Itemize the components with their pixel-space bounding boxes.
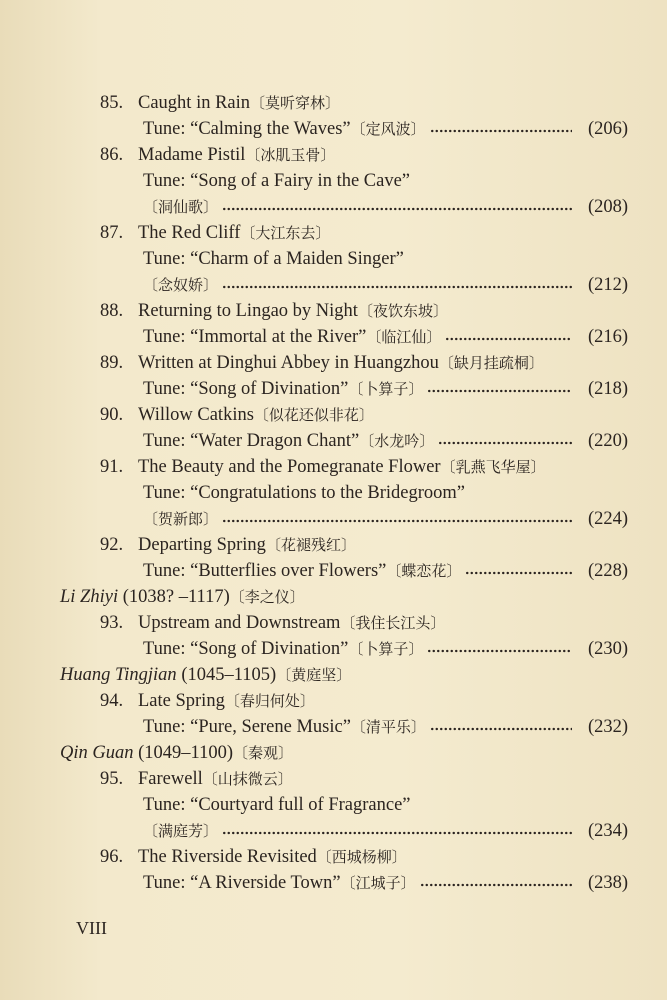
entry-number: 85.: [100, 93, 124, 113]
entry-title[interactable]: [138, 688, 315, 714]
entry-title-text: Upstream and Downstream: [138, 613, 341, 633]
tune-name: Tune: “Water Dragon Chant”: [143, 431, 360, 451]
page-reference[interactable]: (238): [588, 873, 629, 893]
entry-title-chinese: 〔春归何处〕: [224, 692, 315, 710]
tune-chinese: 〔临江仙〕: [366, 328, 442, 346]
tune-line: [0, 558, 667, 584]
toc-entry[interactable]: [0, 298, 667, 324]
entry-title[interactable]: [138, 142, 335, 168]
tune-row: [143, 558, 628, 584]
tune-name: Tune: “A Riverside Town”: [143, 873, 341, 893]
tune-continuation-line: [0, 194, 667, 220]
toc-entry[interactable]: [0, 350, 667, 376]
tune-row: [143, 506, 628, 532]
entry-title[interactable]: [138, 90, 340, 116]
entry-title-chinese: 〔莫听穿林〕: [250, 94, 341, 112]
entry-title-chinese: 〔西城杨柳〕: [316, 848, 407, 866]
toc-entry[interactable]: [0, 532, 667, 558]
page-reference[interactable]: (212): [588, 275, 629, 295]
tune-row: [143, 870, 628, 896]
dot-leader: [222, 518, 572, 524]
entry-title-chinese: 〔冰肌玉骨〕: [245, 146, 336, 164]
entry-title-text: The Beauty and the Pomegranate Flower: [138, 457, 441, 477]
author-heading: [0, 662, 667, 688]
page-reference[interactable]: (218): [588, 379, 629, 399]
tune-line: [0, 324, 667, 350]
entry-title[interactable]: [138, 220, 330, 246]
page-reference[interactable]: (206): [588, 119, 629, 139]
table-of-contents: [0, 90, 667, 896]
toc-entry[interactable]: [0, 766, 667, 792]
tune-line: [0, 246, 667, 272]
entry-title[interactable]: [138, 402, 374, 428]
tune-line: [0, 428, 667, 454]
author-heading: [0, 740, 667, 766]
tune-row: [143, 246, 628, 272]
tune-name: Tune: “Song of Divination”: [143, 379, 349, 399]
tune-name: Tune: “Immortal at the River”: [143, 327, 367, 347]
entry-title-text: The Riverside Revisited: [138, 847, 317, 867]
toc-entry[interactable]: [0, 454, 667, 480]
entry-title[interactable]: [138, 350, 544, 376]
page-reference[interactable]: (232): [588, 717, 629, 737]
entry-title-chinese: 〔山抹微云〕: [202, 770, 293, 788]
author-dates: (1049–1100): [138, 743, 234, 763]
entry-title-chinese: 〔花褪残红〕: [265, 536, 356, 554]
tune-row: [143, 168, 628, 194]
author-dates: (1045–1105): [181, 665, 277, 685]
toc-entry[interactable]: [0, 610, 667, 636]
entry-title[interactable]: [138, 610, 445, 636]
page-reference[interactable]: (230): [588, 639, 629, 659]
tune-chinese: 〔江城子〕: [340, 874, 416, 892]
tune-name: Tune: “Song of Divination”: [143, 639, 349, 659]
dot-leader: [427, 388, 572, 394]
tune-name: Tune: “Calming the Waves”: [143, 119, 351, 139]
entry-number: 91.: [100, 457, 124, 477]
tune-row: [143, 636, 628, 662]
entry-title-chinese: 〔乳燕飞华屋〕: [440, 458, 546, 476]
page-reference[interactable]: (224): [588, 509, 629, 529]
tune-row: [143, 818, 628, 844]
tune-name: Tune: “Courtyard full of Fragrance”: [143, 795, 411, 815]
tune-line: [0, 636, 667, 662]
tune-row: [143, 792, 628, 818]
entry-title-text: Farewell: [138, 769, 203, 789]
tune-line: [0, 792, 667, 818]
dot-leader: [445, 336, 572, 342]
dot-leader: [430, 128, 572, 134]
tune-chinese: 〔水龙吟〕: [359, 432, 435, 450]
page-reference[interactable]: (208): [588, 197, 629, 217]
tune-row: [143, 480, 628, 506]
page-reference[interactable]: (228): [588, 561, 629, 581]
entry-title-text: The Red Cliff: [138, 223, 241, 243]
dot-leader: [430, 726, 572, 732]
author-name-chinese: 〔秦观〕: [233, 744, 294, 762]
entry-number: 95.: [100, 769, 124, 789]
entry-title[interactable]: [138, 532, 356, 558]
entry-title-text: Caught in Rain: [138, 93, 251, 113]
tune-line: [0, 870, 667, 896]
author-line: [60, 662, 351, 688]
entry-title-text: Departing Spring: [138, 535, 266, 555]
entry-title-chinese: 〔缺月挂疏桐〕: [438, 354, 544, 372]
tune-line: [0, 168, 667, 194]
tune-continuation-line: [0, 506, 667, 532]
author-dates: (1038? –1117): [122, 587, 230, 607]
dot-leader: [222, 830, 572, 836]
tune-row: [143, 272, 628, 298]
tune-row: [143, 714, 628, 740]
tune-name: Tune: “Butterflies over Flowers”: [143, 561, 387, 581]
entry-title[interactable]: [138, 766, 293, 792]
entry-title-chinese: 〔夜饮东坡〕: [357, 302, 448, 320]
entry-title-text: Written at Dinghui Abbey in Huangzhou: [138, 353, 439, 373]
tune-continuation-line: [0, 272, 667, 298]
tune-row: [143, 194, 628, 220]
page-reference[interactable]: (216): [588, 327, 629, 347]
entry-number: 88.: [100, 301, 124, 321]
entry-title-text: Returning to Lingao by Night: [138, 301, 358, 321]
author-line: [60, 584, 305, 610]
tune-chinese: 〔贺新郎〕: [143, 510, 219, 528]
tune-chinese: 〔洞仙歌〕: [143, 198, 219, 216]
tune-chinese: 〔蝶恋花〕: [386, 562, 462, 580]
tune-continuation-line: [0, 818, 667, 844]
tune-line: [0, 714, 667, 740]
entry-title-chinese: 〔大江东去〕: [240, 224, 331, 242]
entry-title-chinese: 〔我住长江头〕: [340, 614, 446, 632]
tune-chinese: 〔定风波〕: [350, 120, 426, 138]
toc-entry[interactable]: [0, 844, 667, 870]
entry-number: 90.: [100, 405, 124, 425]
tune-line: [0, 376, 667, 402]
author-name: Huang Tingjian: [60, 665, 177, 685]
entry-number: 92.: [100, 535, 124, 555]
entry-title-chinese: 〔似花还似非花〕: [253, 406, 374, 424]
entry-title[interactable]: [138, 298, 448, 324]
tune-row: [143, 428, 628, 454]
tune-chinese: 〔清平乐〕: [350, 718, 426, 736]
author-name: Qin Guan: [60, 743, 134, 763]
tune-row: [143, 324, 628, 350]
entry-number: 94.: [100, 691, 124, 711]
dot-leader: [222, 206, 572, 212]
dot-leader: [438, 440, 572, 446]
author-name-chinese: 〔李之仪〕: [229, 588, 305, 606]
tune-row: [143, 376, 628, 402]
tune-line: [0, 480, 667, 506]
page-number-footer: VIII: [76, 918, 107, 938]
tune-name: Tune: “Song of a Fairy in the Cave”: [143, 171, 411, 191]
tune-line: [0, 116, 667, 142]
tune-name: Tune: “Charm of a Maiden Singer”: [143, 249, 404, 269]
author-name-chinese: 〔黄庭坚〕: [276, 666, 352, 684]
entry-title-text: Willow Catkins: [138, 405, 254, 425]
toc-entry[interactable]: [0, 402, 667, 428]
toc-entry[interactable]: [0, 220, 667, 246]
tune-chinese: 〔满庭芳〕: [143, 822, 219, 840]
tune-chinese: 〔念奴娇〕: [143, 276, 219, 294]
entry-title[interactable]: [138, 844, 407, 870]
toc-entry[interactable]: [0, 142, 667, 168]
dot-leader: [420, 882, 572, 888]
page-reference[interactable]: (220): [588, 431, 629, 451]
entry-title[interactable]: [138, 454, 546, 480]
entry-number: 86.: [100, 145, 124, 165]
dot-leader: [465, 570, 572, 576]
tune-name: Tune: “Congratulations to the Bridegroom”: [143, 483, 465, 503]
toc-entry[interactable]: [0, 688, 667, 714]
author-heading: [0, 584, 667, 610]
entry-title-text: Madame Pistil: [138, 145, 246, 165]
author-line: [60, 740, 293, 766]
author-name: Li Zhiyi: [60, 587, 119, 607]
entry-number: 96.: [100, 847, 124, 867]
entry-number: 87.: [100, 223, 124, 243]
entry-number: 89.: [100, 353, 124, 373]
entry-title-text: Late Spring: [138, 691, 225, 711]
toc-entry[interactable]: [0, 90, 667, 116]
dot-leader: [427, 648, 572, 654]
dot-leader: [222, 284, 572, 290]
page-reference[interactable]: (234): [588, 821, 629, 841]
tune-chinese: 〔卜算子〕: [348, 380, 424, 398]
tune-name: Tune: “Pure, Serene Music”: [143, 717, 351, 737]
tune-chinese: 〔卜算子〕: [348, 640, 424, 658]
entry-number: 93.: [100, 613, 124, 633]
tune-row: [143, 116, 628, 142]
